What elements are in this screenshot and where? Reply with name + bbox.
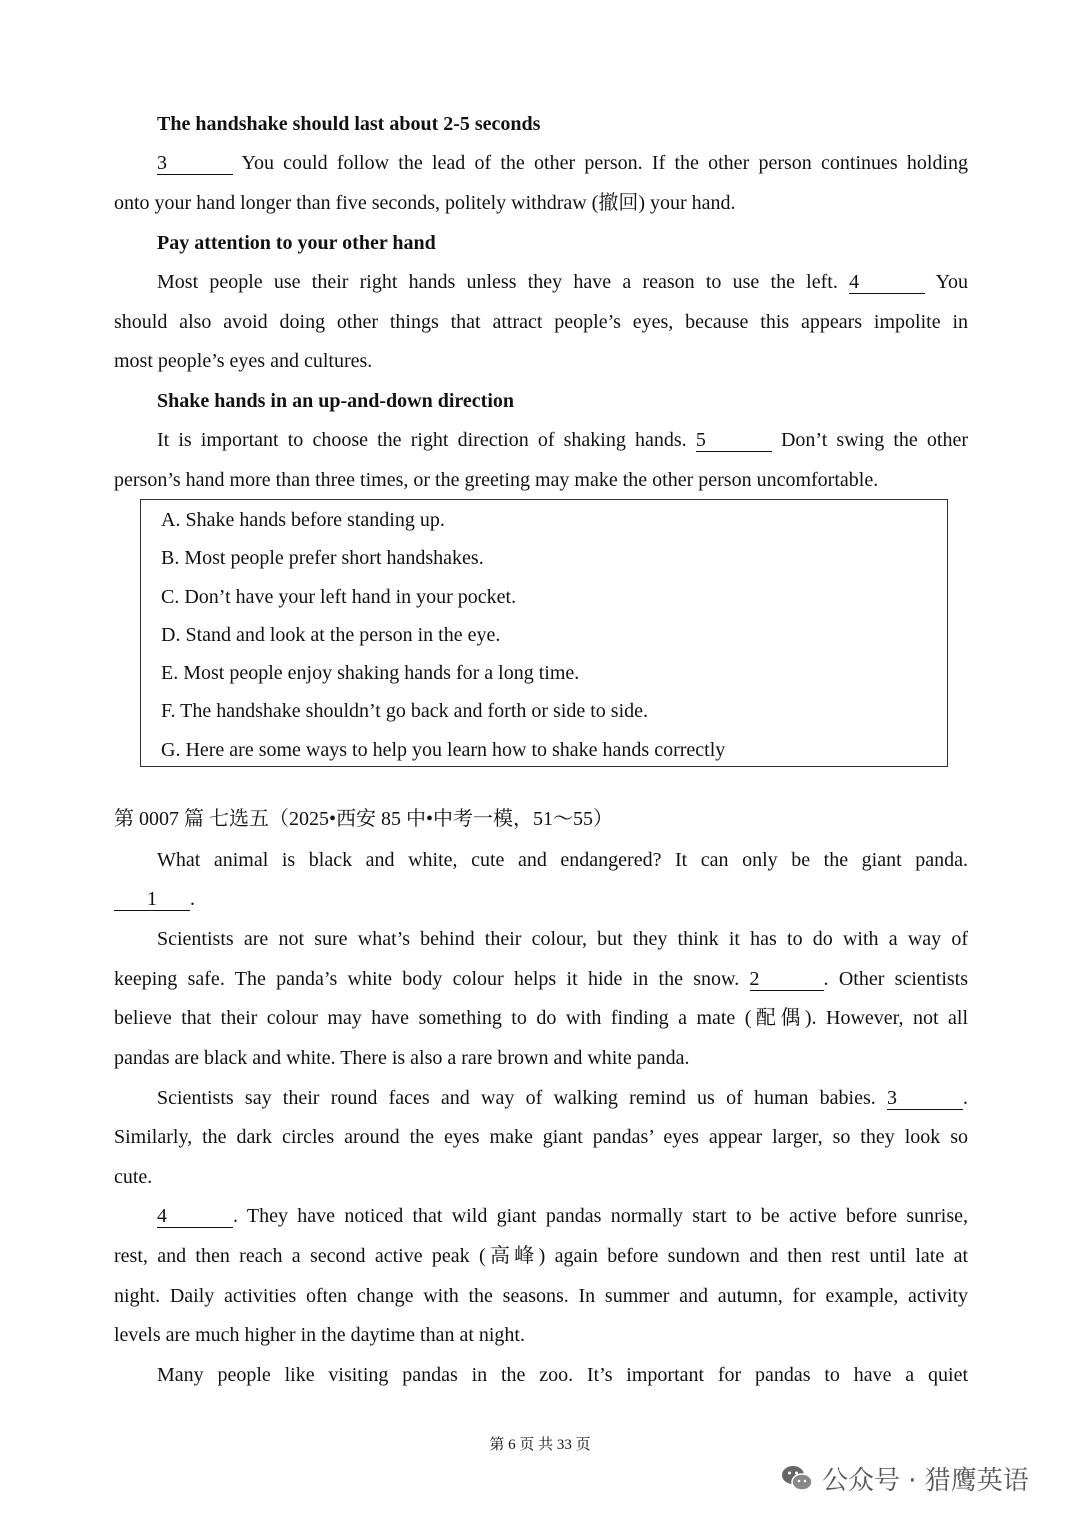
- period: .: [963, 1087, 968, 1109]
- paragraph-line: should also avoid doing other things that attract people’s eyes, because this appears impolite in: [114, 311, 968, 333]
- watermark: [780, 1458, 1029, 1498]
- answer-blank[interactable]: 1: [114, 888, 190, 911]
- answer-blank[interactable]: 3: [157, 152, 233, 175]
- paragraph-line: levels are much higher in the daytime than at night.: [114, 1324, 525, 1346]
- paragraph-text: Don’t swing the other: [780, 429, 968, 451]
- paragraph-line: [157, 1202, 968, 1230]
- answer-blank[interactable]: 2: [750, 968, 824, 991]
- paragraph-line: [114, 885, 968, 913]
- answer-blank[interactable]: 4: [849, 271, 925, 294]
- paragraph-text: You could follow the lead of the other person. If the other person continues holding: [241, 152, 968, 174]
- paragraph-line: [157, 426, 968, 454]
- paragraph-line: [157, 268, 968, 296]
- paragraph-line: Many people like visiting pandas in the zoo. It’s important for pandas to have a quiet: [157, 1364, 968, 1386]
- paragraph-line: [157, 149, 968, 177]
- option-d[interactable]: D. Stand and look at the person in the eye.: [161, 624, 501, 646]
- paragraph-text: . Other scientists: [823, 968, 968, 990]
- heading-direction: Shake hands in an up-and-down direction: [157, 390, 514, 412]
- option-e[interactable]: E. Most people enjoy shaking hands for a long time.: [161, 662, 580, 684]
- section-title: 第 0007 篇 七选五（2025•西安 85 中•中考一模，51～55）: [114, 808, 614, 830]
- paragraph-line: rest, and then reach a second active peak (高峰) again before sundown and then rest until late at: [114, 1245, 968, 1267]
- paragraph-text: Most people use their right hands unless they have a reason to use the left.: [157, 271, 838, 293]
- paragraph-line: Scientists are not sure what’s behind their colour, but they think it has to do with a way of: [157, 928, 968, 950]
- paragraph-line: [114, 965, 968, 993]
- paragraph-text: . They have noticed that wild giant pandas normally start to be active before sunrise,: [233, 1205, 968, 1227]
- answer-blank[interactable]: 4: [157, 1205, 233, 1228]
- paragraph-line: cute.: [114, 1166, 153, 1188]
- paragraph-line: night. Daily activities often change with the seasons. In summer and autumn, for example, activity: [114, 1285, 968, 1307]
- answer-blank[interactable]: 3: [887, 1087, 963, 1110]
- paragraph-text: keeping safe. The panda’s white body colour helps it hide in the snow.: [114, 968, 740, 990]
- option-c[interactable]: C. Don’t have your left hand in your pocket.: [161, 586, 517, 608]
- paragraph-line: believe that their colour may have something to do with finding a mate (配偶). However, not all: [114, 1007, 968, 1029]
- paragraph-line: [157, 1084, 968, 1112]
- paragraph-text: Scientists say their round faces and way of walking remind us of human babies.: [157, 1087, 876, 1109]
- heading-other-hand: Pay attention to your other hand: [157, 232, 436, 254]
- option-f[interactable]: F. The handshake shouldn’t go back and forth or side to side.: [161, 700, 649, 722]
- option-b[interactable]: B. Most people prefer short handshakes.: [161, 547, 484, 569]
- wechat-icon: [780, 1461, 814, 1495]
- paragraph-text: It is important to choose the right direction of shaking hands.: [157, 429, 687, 451]
- page-number: 第 6 页 共 33 页: [489, 1437, 591, 1453]
- option-a[interactable]: A. Shake hands before standing up.: [161, 509, 445, 531]
- heading-handshake-duration: The handshake should last about 2-5 seconds: [157, 113, 541, 135]
- answer-blank[interactable]: 5: [696, 429, 772, 452]
- option-g[interactable]: G. Here are some ways to help you learn how to shake hands correctly: [161, 739, 726, 761]
- paragraph-line: pandas are black and white. There is also a rare brown and white panda.: [114, 1047, 690, 1069]
- paragraph-line: What animal is black and white, cute and endangered? It can only be the giant panda.: [157, 849, 968, 871]
- paragraph-text: You: [935, 271, 968, 293]
- paragraph-line: onto your hand longer than five seconds, politely withdraw (撤回) your hand.: [114, 192, 736, 214]
- options-box: [140, 499, 948, 767]
- period: .: [190, 888, 195, 910]
- watermark-text: 公众号 · 猎鹰英语: [822, 1465, 1029, 1496]
- paragraph-line: Similarly, the dark circles around the eyes make giant pandas’ eyes appear larger, so they look so: [114, 1126, 968, 1148]
- paragraph-line: person’s hand more than three times, or the greeting may make the other person uncomfortable.: [114, 469, 879, 491]
- paragraph-line: most people’s eyes and cultures.: [114, 350, 373, 372]
